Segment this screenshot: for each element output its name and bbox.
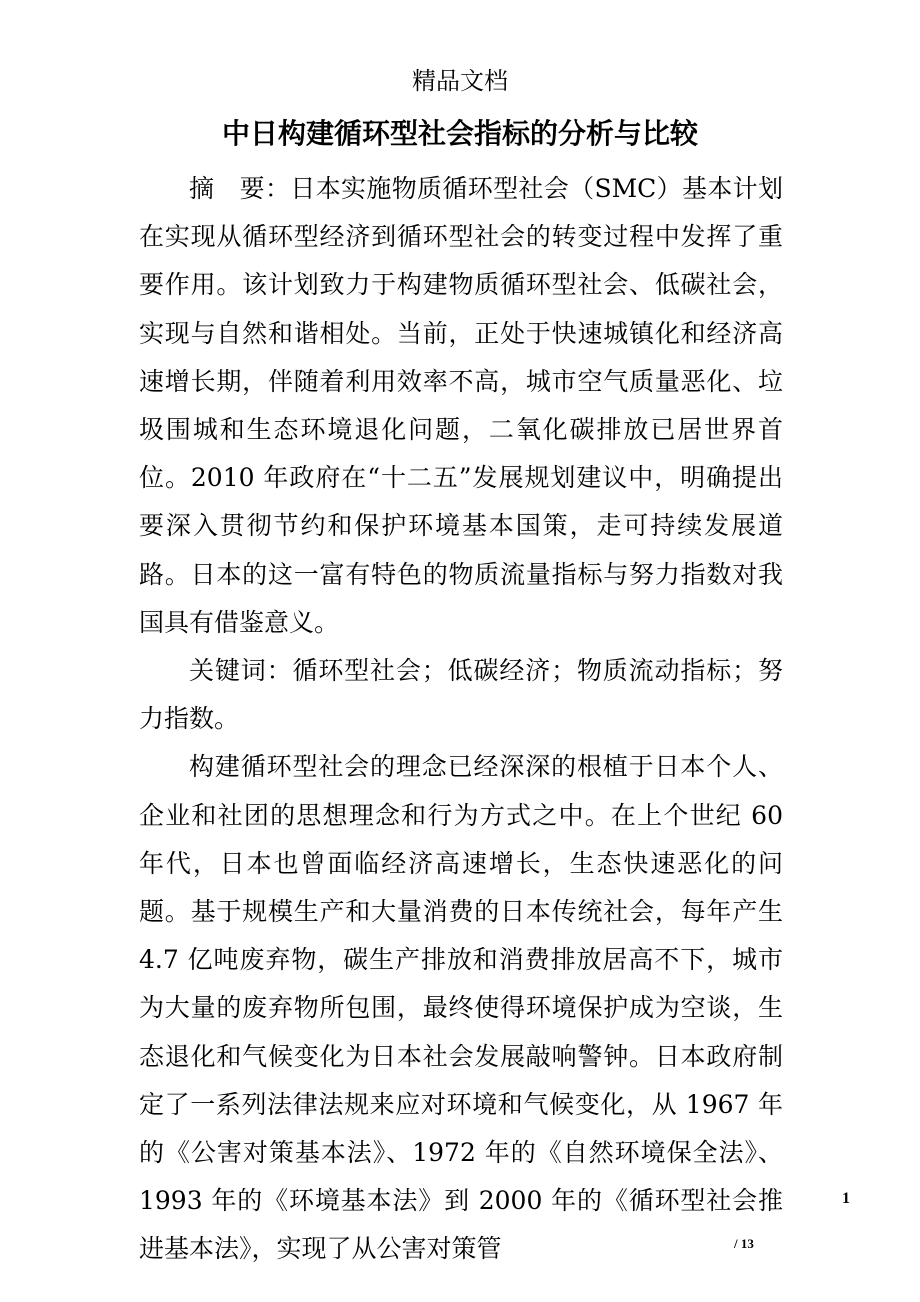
abstract-paragraph: 摘 要：日本实施物质循环型社会（SMC）基本计划在实现从循环型经济到循环型社会的转变过程中发挥了重要作用。该计划致力于构建物质循环型社会、低碳社会，实现与自然和谐相处。当前，正处于快速城镇化和经济高速增长期，伴随着利用效率不高，城市空气质量恶化、垃圾围城和生态环境退化问题，二氧化碳排放已居世界首位。2010 年政府在“十二五”发展规划建议中，明确提出要深入贯彻节约和保护环境基本国策，走可持续发展道路。日本的这一富有特色的物质流量指标与努力指数对我国具有借鉴意义。 bbox=[139, 174, 783, 637]
document-body bbox=[139, 165, 783, 1274]
body-paragraph: 构建循环型社会的理念已经深深的根植于日本个人、企业和社团的思想理念和行为方式之中。在上个世纪 60 年代，日本也曾面临经济高速增长，生态快速恶化的问题。基于规模生产和大量消费的日本传统社会，每年产生 4.7 亿吨废弃物，碳生产排放和消费排放居高不下，城市为大量的废弃物所包围，最终使得环境保护成为空谈，生态退化和气候变化为日本社会发展敲响警钟。日本政府制定了一系列法律法规来应对环境和气候变化，从 1967 年的《公害对策基本法》、1972 年的《自然环境保全法》、1993 年的《环境基本法》到 2000 年的《循环型社会推进基本法》，实现了从公害对策管 bbox=[139, 752, 783, 1264]
document-title: 中日构建循环型社会指标的分析与比较 bbox=[221, 117, 698, 150]
page-header: 精品文档 bbox=[412, 67, 508, 95]
page-total: / 13 bbox=[734, 1236, 754, 1251]
keywords-paragraph: 关键词：循环型社会；低碳经济；物质流动指标；努力指数。 bbox=[139, 656, 783, 734]
page-number: 1 bbox=[842, 1190, 850, 1207]
